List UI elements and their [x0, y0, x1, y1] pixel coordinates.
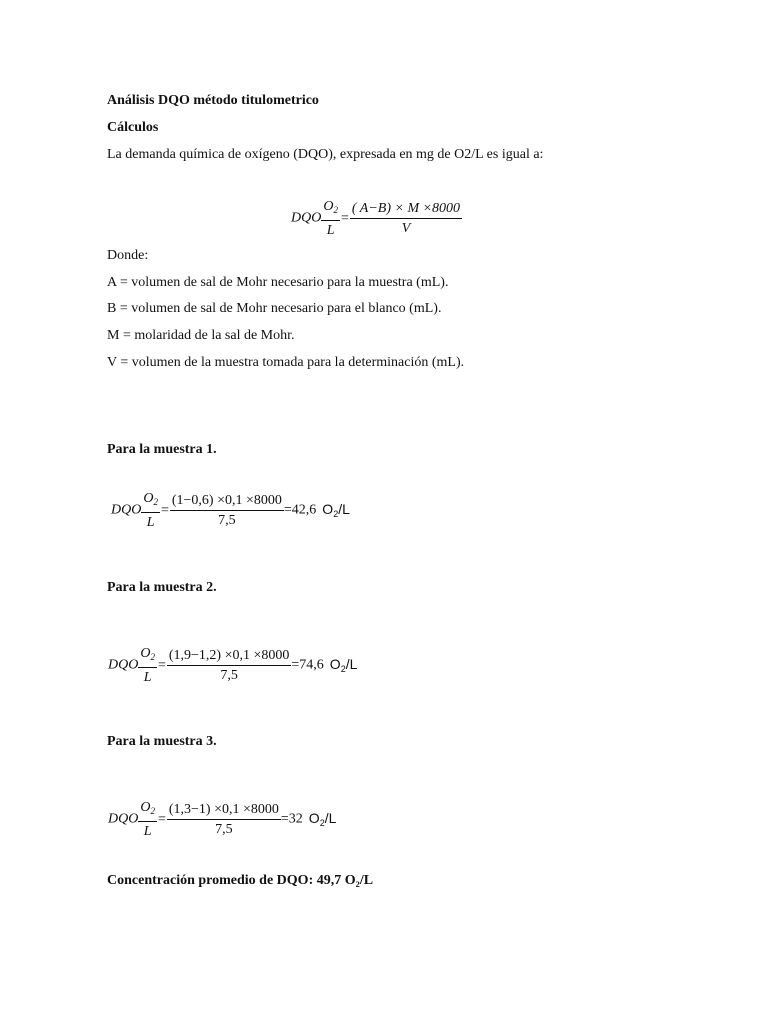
formula-lhs-fraction: [321, 198, 340, 239]
sample-3-equals: =: [157, 811, 166, 827]
sample-3-lhs-num: O: [140, 800, 151, 815]
sample-1-equals: =: [160, 502, 169, 518]
sample-2-unit: [330, 656, 358, 672]
formula-rhs-den: V: [401, 221, 411, 236]
sample-1-unit-main: O: [322, 500, 334, 517]
definition-a: A = volumen de sal de Mohr necesario para la muestra (mL).: [107, 275, 449, 290]
sample-1-lhs-den: L: [146, 515, 155, 530]
sample-2-result: =74,6: [291, 657, 324, 673]
sample-2-title: Para la muestra 2.: [107, 580, 217, 595]
sample-2-denominator: 7,5: [220, 668, 238, 683]
sample-2-unit-rest: /L: [345, 655, 358, 672]
sample-3-rhs-fraction: [167, 801, 281, 838]
sample-2-lhs-fraction: [138, 645, 157, 686]
sample-3-title: Para la muestra 3.: [107, 734, 217, 749]
document-heading: Análisis DQO método titulometrico: [107, 93, 319, 108]
sample-2-unit-sub: 2: [340, 663, 346, 674]
sample-1-lhs-label: DQO: [111, 502, 142, 518]
sample-1-lhs-num: O: [143, 491, 154, 506]
sample-3-unit: [309, 810, 337, 826]
sample-2-equals: =: [157, 657, 166, 673]
sample-1-lhs-num-sub: 2: [153, 497, 158, 507]
donde-label: Donde:: [107, 248, 149, 263]
definition-m: M = molaridad de la sal de Mohr.: [107, 328, 295, 343]
intro-paragraph: La demanda química de oxígeno (DQO), expresada en mg de O2/L es igual a:: [107, 147, 544, 162]
sample-3-denominator: 7,5: [215, 822, 233, 837]
sample-3-lhs-den: L: [143, 824, 152, 839]
sample-2-numerator: (1,9−1,2) ×0,1 ×8000: [167, 647, 292, 666]
sample-2-unit-main: O: [329, 655, 341, 672]
sample-3-formula: [108, 799, 336, 840]
sample-3-unit-rest: /L: [324, 809, 337, 826]
sample-2-lhs-den: L: [143, 670, 152, 685]
sample-3-result: =32: [280, 811, 303, 827]
sample-1-unit: [322, 501, 350, 517]
formula-rhs-fraction: [350, 200, 462, 237]
formula-equals: =: [340, 210, 349, 226]
sample-1-result: =42,6: [283, 502, 317, 518]
sample-1-numerator: (1−0,6) ×0,1 ×8000: [170, 492, 284, 511]
definition-b: B = volumen de sal de Mohr necesario para el blanco (mL).: [107, 301, 442, 316]
average-concentration: Concentración promedio de DQO: 49,7 O₂/L: [107, 873, 374, 888]
sample-2-formula: [108, 645, 357, 686]
formula-lhs-label: DQO: [291, 210, 322, 226]
sample-1-title: Para la muestra 1.: [107, 442, 217, 457]
sample-2-lhs-label: DQO: [108, 657, 139, 673]
sample-3-numerator: (1,3−1) ×0,1 ×8000: [167, 801, 281, 820]
sample-1-rhs-fraction: [170, 492, 284, 529]
definition-v: V = volumen de la muestra tomada para la determinación (mL).: [107, 355, 465, 370]
sample-1-lhs-fraction: [141, 490, 160, 531]
sample-3-unit-main: O: [308, 809, 320, 826]
sample-3-lhs-label: DQO: [108, 811, 139, 827]
sample-1-unit-sub: 2: [333, 508, 339, 519]
sample-1-denominator: 7,5: [218, 513, 236, 528]
sample-1-unit-rest: /L: [338, 500, 350, 517]
sample-3-unit-sub: 2: [319, 817, 325, 828]
formula-rhs-num: ( A−B) × M ×8000: [350, 200, 462, 219]
sample-1-formula: [111, 490, 350, 531]
sample-2-lhs-num-sub: 2: [150, 652, 155, 662]
formula-lhs-num-sub: 2: [333, 205, 338, 215]
formula-lhs-num: O: [323, 199, 334, 214]
sample-3-lhs-num-sub: 2: [150, 806, 155, 816]
general-formula: [291, 198, 462, 239]
sample-2-lhs-num: O: [140, 646, 151, 661]
formula-lhs-den: L: [326, 223, 335, 238]
calculations-heading: Cálculos: [107, 120, 159, 135]
sample-2-rhs-fraction: [167, 647, 292, 684]
sample-3-lhs-fraction: [138, 799, 157, 840]
